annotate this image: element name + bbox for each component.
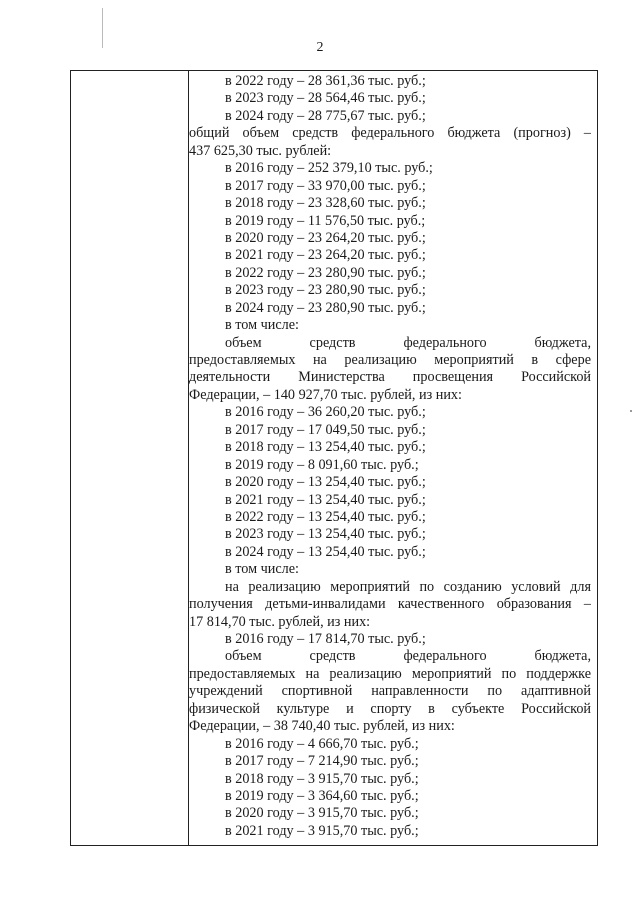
year-amount-line: в 2018 году – 3 915,70 тыс. руб.;: [225, 770, 419, 787]
text-line: предоставляемых на реализацию мероприятий в сфере: [189, 352, 591, 368]
scan-artifact: [630, 410, 632, 412]
document-table: [70, 70, 598, 846]
scan-margin-mark: [102, 8, 103, 48]
year-amount-line: в 2016 году – 17 814,70 тыс. руб.;: [225, 631, 426, 647]
year-amount-line: в 2019 году – 8 091,60 тыс. руб.;: [225, 456, 419, 473]
year-amount-line: в 2018 году – 13 254,40 тыс. руб.;: [225, 439, 426, 456]
year-amount-line: в 2022 году – 23 280,90 тыс. руб.;: [225, 264, 426, 281]
year-amount-line: в 2016 году – 36 260,20 тыс. руб.;: [225, 404, 426, 421]
year-amount-line: в 2020 году – 13 254,40 тыс. руб.;: [225, 474, 426, 491]
year-amount-line: в 2016 году – 4 666,70 тыс. руб.;: [225, 735, 419, 752]
year-amount-line: в 2024 году – 23 280,90 тыс. руб.;: [225, 299, 426, 316]
text-line: получения детьми-инвалидами качественного образования –: [189, 596, 591, 613]
year-amount-line: в 2019 году – 11 576,50 тыс. руб.;: [225, 212, 426, 229]
text-line: 17 814,70 тыс. рублей, из них:: [189, 613, 371, 630]
funding-details-cell: [189, 73, 597, 840]
year-amount-line: в том числе:: [225, 317, 299, 334]
year-amount-line: в 2023 году – 23 280,90 тыс. руб.;: [225, 282, 426, 299]
year-amount-line: в 2021 году – 3 915,70 тыс. руб.;: [225, 822, 419, 839]
text-line: объем средств федерального бюджета,: [225, 648, 591, 665]
page-number: 2: [316, 40, 324, 55]
year-amount-line: в 2018 году – 23 328,60 тыс. руб.;: [225, 195, 426, 212]
text-line: предоставляемых на реализацию мероприятий по поддержке: [189, 665, 591, 682]
text-line: физической культуре и спорту в субъекте Российской: [189, 700, 591, 717]
year-amount-line: в 2023 году – 28 564,46 тыс. руб.;: [225, 90, 426, 107]
year-amount-line: в 2022 году – 13 254,40 тыс. руб.;: [225, 508, 426, 525]
year-amount-line: в 2016 году – 252 379,10 тыс. руб.;: [225, 160, 433, 177]
year-amount-line: в 2019 году – 3 364,60 тыс. руб.;: [225, 787, 419, 804]
year-amount-line: в 2024 году – 28 775,67 тыс. руб.;: [225, 107, 426, 124]
year-amount-line: в 2023 году – 13 254,40 тыс. руб.;: [225, 526, 426, 543]
year-amount-line: в 2017 году – 17 049,50 тыс. руб.;: [225, 421, 426, 438]
text-line: учреждений спортивной направленности по адаптивной: [189, 683, 591, 700]
text-line: Федерации, – 38 740,40 тыс. рублей, из них:: [189, 718, 455, 735]
year-amount-line: в том числе:: [225, 561, 299, 578]
year-amount-line: в 2017 году – 7 214,90 тыс. руб.;: [225, 753, 419, 770]
text-line: деятельности Министерства просвещения Российской: [189, 369, 591, 386]
text-line: общий объем средств федерального бюджета (прогноз) –: [189, 125, 591, 142]
text-line: на реализацию мероприятий по созданию условий для: [225, 578, 591, 595]
year-amount-line: в 2021 году – 23 264,20 тыс. руб.;: [225, 247, 426, 264]
text-line: объем средств федерального бюджета,: [225, 334, 591, 351]
text-line: 437 625,30 тыс. рублей:: [189, 142, 332, 159]
year-amount-line: в 2020 году – 23 264,20 тыс. руб.;: [225, 229, 426, 246]
year-amount-line: в 2021 году – 13 254,40 тыс. руб.;: [225, 491, 426, 508]
year-amount-line: в 2024 году – 13 254,40 тыс. руб.;: [225, 543, 426, 560]
text-line: Федерации, – 140 927,70 тыс. рублей, из них:: [189, 386, 462, 403]
year-amount-line: в 2020 году – 3 915,70 тыс. руб.;: [225, 805, 419, 822]
year-amount-line: в 2017 году – 33 970,00 тыс. руб.;: [225, 177, 426, 194]
year-amount-line: в 2022 году – 28 361,36 тыс. руб.;: [225, 73, 426, 89]
